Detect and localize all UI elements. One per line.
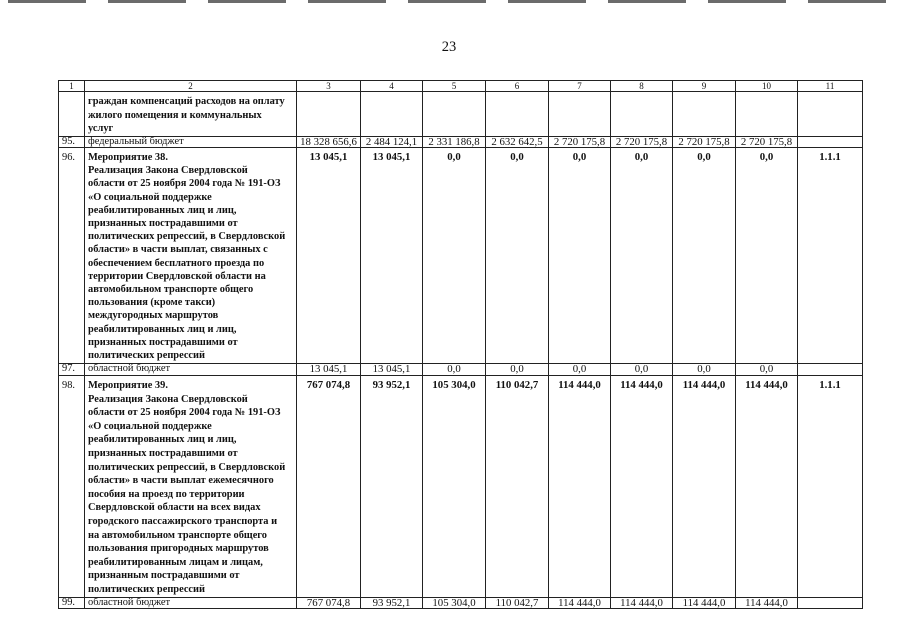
scan-top-edge [8,0,893,3]
row-number-cell: 99. [59,597,85,608]
code-cell: 1.1.1 [798,376,863,598]
row-number-cell: 96. [59,148,85,364]
row-number-cell [59,92,85,137]
value-cell: 767 074,8 [297,597,361,608]
value-cell: 767 074,8 [297,376,361,598]
empty-cell [798,364,863,376]
column-header-2: 2 [85,81,297,92]
value-cell: 0,0 [423,364,486,376]
description-cell: Мероприятие 38. Реализация Закона Свердловской области от 25 ноября 2004 года № 191-ОЗ «О социальной поддержке реабилитированных лиц и лиц, признанных пострадавшими от политических репрессий, в Свердловской области» в части выплат, связанных с обеспечением бесплатного проезда по территории Свердловской области на автомобильном транспорте общего пользования (кроме такси) междугородных маршрутов реабилитированных лиц и лиц, признанных пострадавшими от политических репрессий [85,148,297,364]
value-cell: 0,0 [549,364,611,376]
value-cell: 2 720 175,8 [549,137,611,148]
value-cell: 114 444,0 [736,376,798,598]
data-table [58,80,863,609]
column-header-8: 8 [611,81,673,92]
value-cell: 114 444,0 [549,376,611,598]
column-header-5: 5 [423,81,486,92]
empty-cell [798,137,863,148]
value-cell: 0,0 [486,148,549,364]
column-header-3: 3 [297,81,361,92]
value-cell: 0,0 [611,364,673,376]
value-cell: 0,0 [611,148,673,364]
value-cell: 93 952,1 [361,376,423,598]
row-number-cell: 98. [59,376,85,598]
value-cell: 114 444,0 [673,597,736,608]
code-cell: 1.1.1 [798,148,863,364]
table-row [59,137,863,148]
value-cell: 0,0 [549,148,611,364]
column-header-4: 4 [361,81,423,92]
value-cell: 13 045,1 [297,148,361,364]
empty-cell [297,92,361,137]
value-cell: 2 720 175,8 [736,137,798,148]
value-cell: 0,0 [486,364,549,376]
empty-cell [423,92,486,137]
value-cell: 114 444,0 [736,597,798,608]
value-cell: 2 484 124,1 [361,137,423,148]
row-number-cell: 97. [59,364,85,376]
value-cell: 0,0 [736,148,798,364]
value-cell: 18 328 656,6 [297,137,361,148]
empty-cell [736,92,798,137]
empty-cell [549,92,611,137]
page-number: 23 [441,39,457,55]
table-row [59,364,863,376]
table-row [59,148,863,364]
column-header-1: 1 [59,81,85,92]
value-cell: 13 045,1 [297,364,361,376]
column-header-11: 11 [798,81,863,92]
value-cell: 2 720 175,8 [611,137,673,148]
value-cell: 114 444,0 [611,376,673,598]
column-header-6: 6 [486,81,549,92]
table-row [59,92,863,137]
value-cell: 114 444,0 [549,597,611,608]
value-cell: 2 331 186,8 [423,137,486,148]
description-cell: федеральный бюджет [85,137,297,148]
description-cell: областной бюджет [85,597,297,608]
value-cell: 0,0 [673,148,736,364]
empty-cell [673,92,736,137]
value-cell: 93 952,1 [361,597,423,608]
column-header-9: 9 [673,81,736,92]
empty-cell [798,92,863,137]
value-cell: 0,0 [423,148,486,364]
table-row [59,376,863,598]
value-cell: 114 444,0 [673,376,736,598]
empty-cell [798,597,863,608]
value-cell: 13 045,1 [361,148,423,364]
value-cell: 110 042,7 [486,376,549,598]
column-header-7: 7 [549,81,611,92]
empty-cell [611,92,673,137]
value-cell: 2 720 175,8 [673,137,736,148]
column-header-10: 10 [736,81,798,92]
value-cell: 13 045,1 [361,364,423,376]
empty-cell [361,92,423,137]
value-cell: 0,0 [736,364,798,376]
value-cell: 114 444,0 [611,597,673,608]
description-cell: Мероприятие 39. Реализация Закона Свердловской области от 25 ноября 2004 года № 191-ОЗ «О социальной поддержке реабилитированных лиц и лиц, признанных пострадавшими от политических репрессий, в Свердловской области» в части выплат ежемесячного пособия на проезд по территории Свердловской области на всех видах городского пассажирского транспорта и на автомобильном транспорте общего пользования пригородных маршрутов реабилитированным лицам и лицам, признанным пострадавшими от политических репрессий [85,376,297,598]
row-number-cell: 95. [59,137,85,148]
table-header-row [59,81,863,92]
table-row [59,597,863,608]
value-cell: 105 304,0 [423,376,486,598]
empty-cell [486,92,549,137]
value-cell: 2 632 642,5 [486,137,549,148]
value-cell: 110 042,7 [486,597,549,608]
description-cell: граждан компенсаций расходов на оплату жилого помещения и коммунальных услуг [85,92,297,137]
value-cell: 105 304,0 [423,597,486,608]
value-cell: 0,0 [673,364,736,376]
description-cell: областной бюджет [85,364,297,376]
